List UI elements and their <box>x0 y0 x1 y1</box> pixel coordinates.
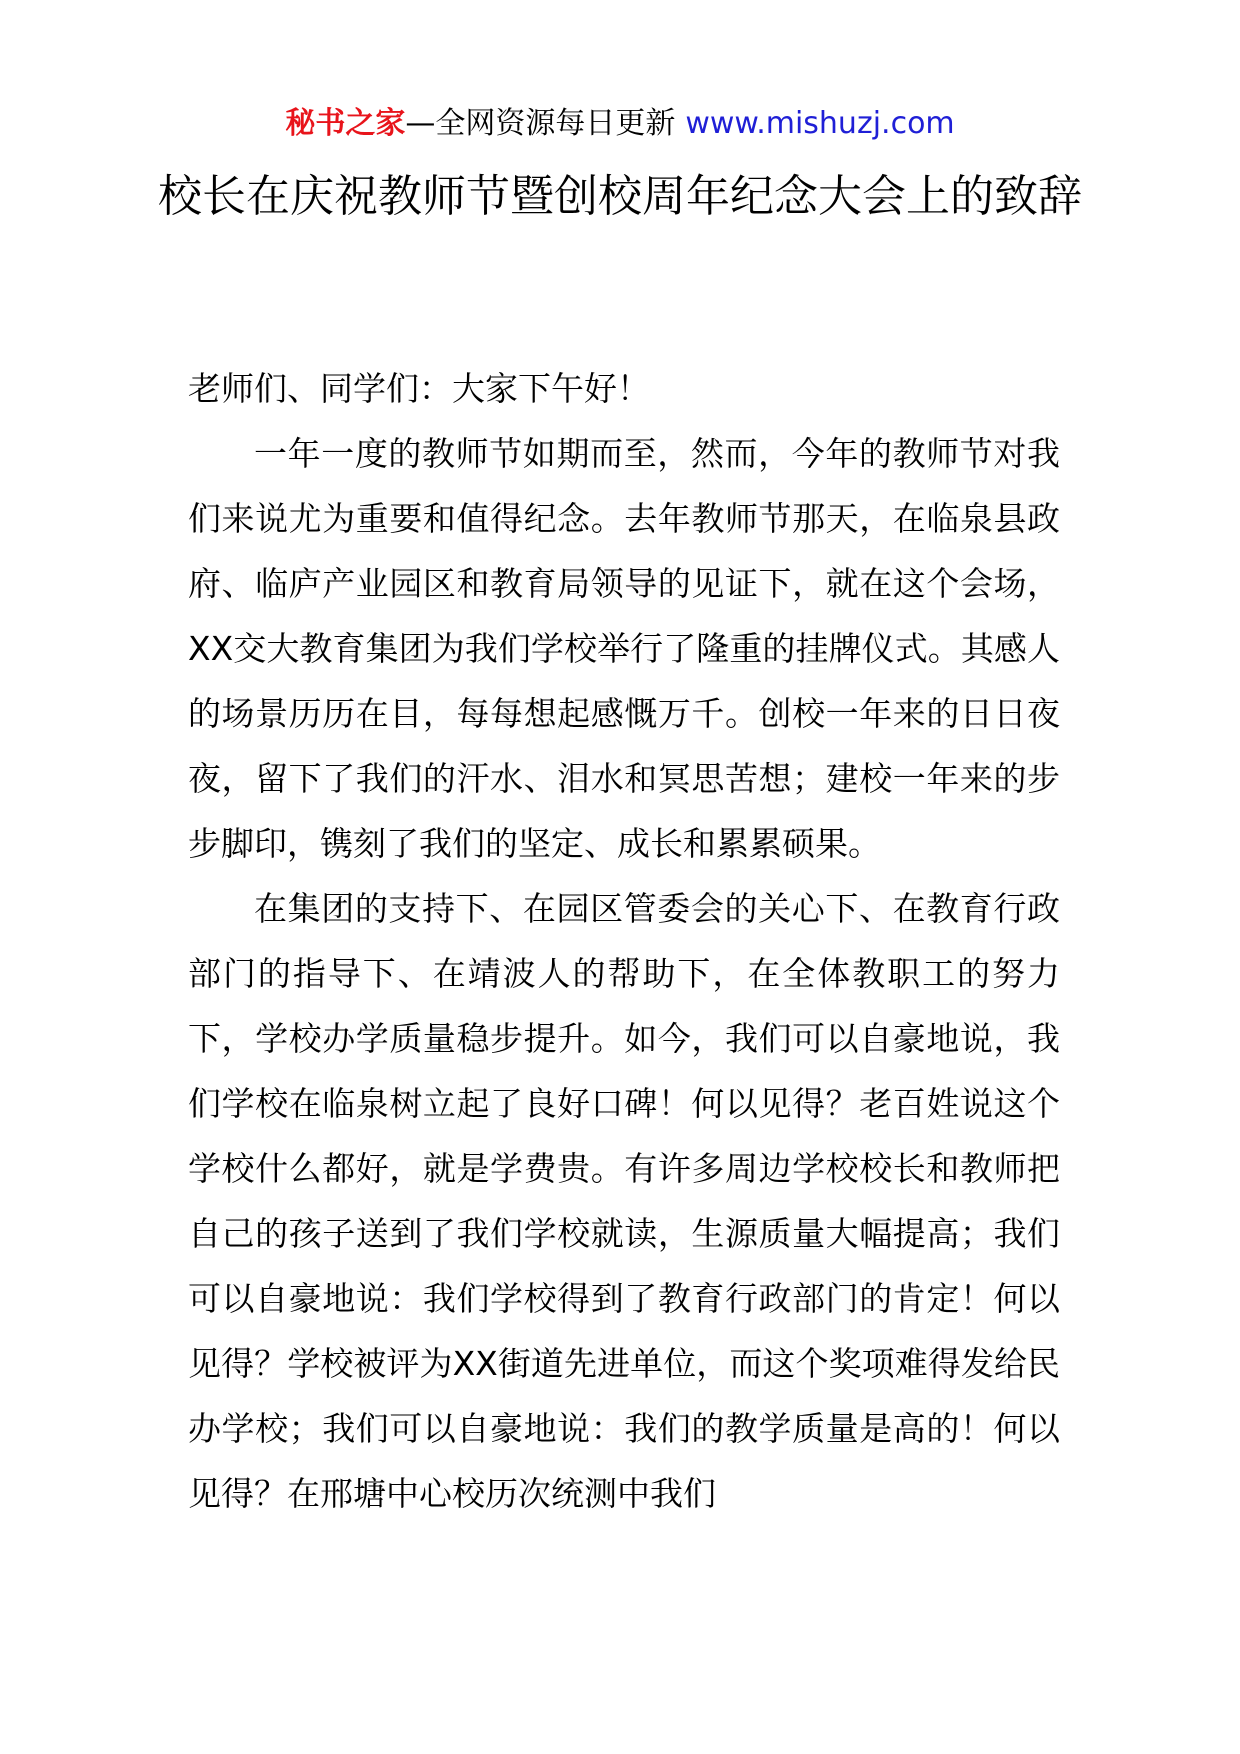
site-url: www.mishuzj.com <box>685 106 955 141</box>
document-body <box>188 356 1060 1526</box>
header-slogan: —全网资源每日更新 <box>405 106 676 141</box>
paragraph-2: 在集团的支持下、在园区管委会的关心下、在教育行政部门的指导下、在靖波人的帮助下，在全体教职工的努力下，学校办学质量稳步提升。如今，我们可以自豪地说，我们学校在临泉树立起了良好口碑！何以见得？老百姓说这个学校什么都好，就是学费贵。有许多周边学校校长和教师把自己的孩子送到了我们学校就读，生源质量大幅提高；我们可以自豪地说：我们学校得到了教育行政部门的肯定！何以见得？学校被评为XX街道先进单位，而这个奖项难得发给民办学校；我们可以自豪地说：我们的教学质量是高的！何以见得？在邢塘中心校历次统测中我们 <box>188 889 1060 1513</box>
greeting-line: 老师们、同学们：大家下午好！ <box>188 369 650 408</box>
paragraph-1: 一年一度的教师节如期而至，然而，今年的教师节对我们来说尤为重要和值得纪念。去年教师节那天，在临泉县政府、临庐产业园区和教育局领导的见证下，就在这个会场，XX交大教育集团为我们学校举行了隆重的挂牌仪式。其感人的场景历历在目，每每想起感慨万千。创校一年来的日日夜夜，留下了我们的汗水、泪水和冥思苦想；建校一年来的步步脚印，镌刻了我们的坚定、成长和累累硕果。 <box>188 434 1060 863</box>
brand-name: 秘书之家 <box>285 106 406 141</box>
site-header <box>0 104 1240 144</box>
document-title: 校长在庆祝教师节暨创校周年纪念大会上的致辞 <box>158 171 1082 222</box>
